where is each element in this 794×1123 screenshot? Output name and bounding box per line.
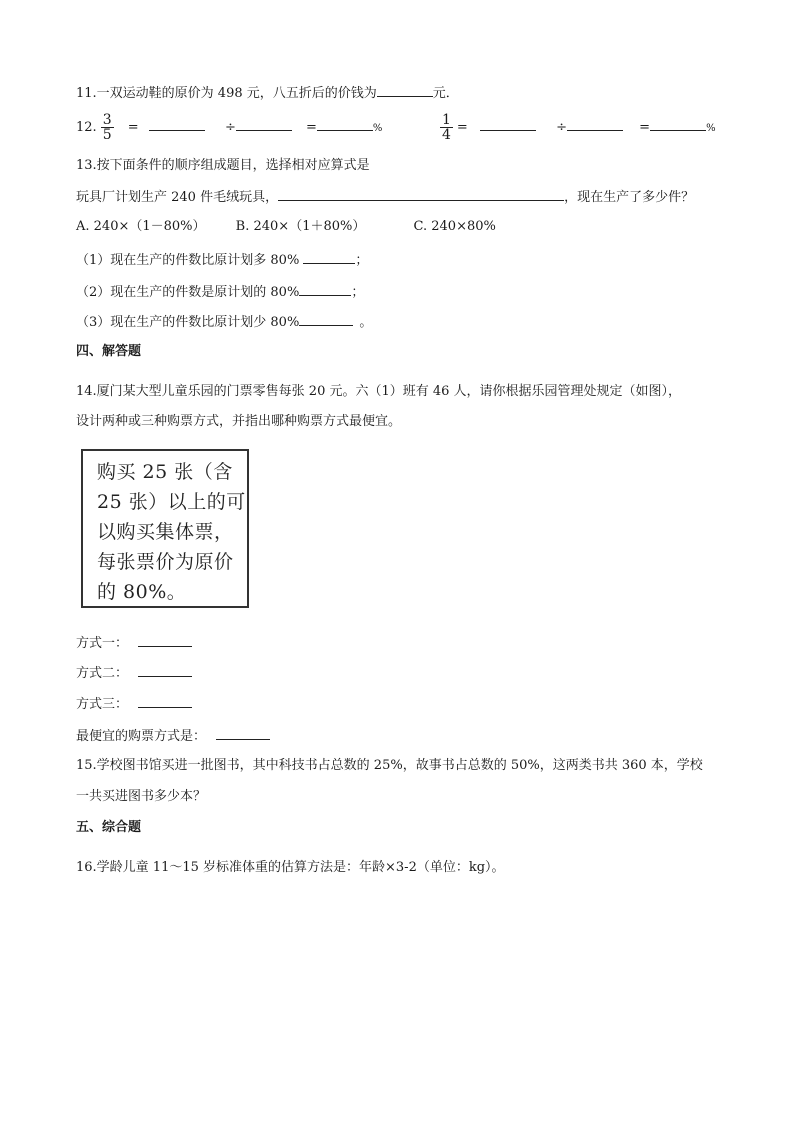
q13-stem-after: ，现在生产了多少件？ — [564, 190, 695, 205]
equals-sign: = — [639, 120, 651, 135]
notice-line: 的 80%。 — [97, 581, 187, 603]
way-1-row — [76, 632, 192, 654]
way-1-blank[interactable] — [138, 632, 192, 647]
q12-fraction-3-5 — [101, 113, 114, 142]
q12-blank-1[interactable] — [149, 116, 205, 131]
q11-unit: 元． — [432, 86, 459, 101]
fraction-denominator: 5 — [102, 127, 112, 143]
question-14-line-2: 设计两种或三种购票方式，并指出哪种购票方式最便宜。 — [76, 414, 402, 429]
q13-sub2-blank[interactable] — [299, 281, 351, 296]
q12-blank-2[interactable] — [236, 116, 292, 131]
question-13-options — [76, 217, 496, 237]
q11-text: 11.一双运动鞋的原价为 498 元，八五折后的价钱为 — [76, 86, 377, 101]
question-14-line-1: 14.厦门某大型儿童乐园的门票零售每张 20 元。六（1）班有 46 人，请你根据乐园管理处规定（如图）， — [76, 384, 682, 399]
fraction-numerator: 1 — [442, 112, 451, 128]
question-13-title: 13.按下面条件的顺序组成题目，选择相对应算式是 — [76, 158, 370, 173]
question-15-line-1: 15.学校图书馆买进一批图书，其中科技书占总数的 25%，故事书占总数的 50%，这两类书共 360 本，学校 — [76, 758, 703, 773]
q13-stem-before: 玩具厂计划生产 240 件毛绒玩具， — [76, 190, 279, 205]
q12-blank-4[interactable] — [480, 116, 536, 131]
q13-sub1-text: （1）现在生产的件数比原计划多 80% — [76, 253, 300, 268]
percent-sign: % — [706, 123, 716, 134]
q12-blank-5[interactable] — [567, 116, 623, 131]
q11-answer-blank[interactable] — [377, 82, 433, 97]
option-b: B. 240×（1＋80%） — [235, 219, 366, 234]
question-15-line-2: 一共买进图书多少本？ — [76, 789, 207, 804]
q13-sub-2 — [76, 281, 364, 303]
equals-sign: = — [456, 120, 468, 135]
notice-line: 以购买集体票， — [97, 521, 234, 543]
q12-blank-6[interactable] — [650, 116, 706, 131]
fraction-denominator: 4 — [442, 127, 451, 143]
q13-stem-blank[interactable] — [278, 186, 564, 201]
way-3-label: 方式三： — [76, 697, 129, 712]
q13-sub3-end: 。 — [359, 315, 373, 330]
equals-sign: = — [305, 120, 317, 135]
option-c: C. 240×80% — [413, 219, 496, 234]
notice-line: 购买 25 张（含 — [97, 461, 233, 483]
q13-sub3-blank[interactable] — [299, 311, 353, 326]
group-ticket-notice — [81, 449, 249, 608]
way-2-label: 方式二： — [76, 666, 129, 681]
question-12-part-b — [436, 112, 716, 145]
section-heading-5: 五、综合题 — [76, 820, 142, 835]
divide-sign: ÷ — [556, 120, 568, 135]
equals-sign: = — [127, 120, 139, 135]
q13-sub1-end: ； — [355, 253, 369, 268]
q12-blank-3[interactable] — [317, 116, 373, 131]
cheapest-label: 最便宜的购票方式是： — [76, 729, 207, 744]
way-3-row — [76, 693, 192, 715]
q13-sub2-end: ； — [351, 285, 365, 300]
way-2-blank[interactable] — [138, 662, 192, 677]
question-16: 16.学龄儿童 11～15 岁标准体重的估算方法是：年龄×3-2（单位：kg）。 — [76, 860, 505, 875]
fraction-numerator: 3 — [102, 112, 112, 128]
q13-sub-1 — [76, 249, 368, 271]
question-11 — [76, 82, 459, 104]
percent-sign: % — [372, 123, 383, 134]
way-1-label: 方式一： — [76, 636, 129, 651]
q13-sub1-blank[interactable] — [303, 249, 355, 264]
q13-sub3-text: （3）现在生产的件数比原计划少 80% — [76, 315, 300, 330]
option-a: A. 240×（1－80%） — [76, 219, 206, 234]
q13-sub-3 — [76, 311, 372, 333]
cheapest-blank[interactable] — [216, 725, 270, 740]
section-heading-4: 四、解答题 — [76, 344, 142, 359]
notice-line: 每张票价为原价 — [97, 551, 234, 573]
notice-line: 25 张）以上的可 — [97, 491, 246, 513]
q12-prefix: 12. — [76, 120, 97, 135]
way-2-row — [76, 662, 192, 684]
way-3-blank[interactable] — [138, 693, 192, 708]
q12-fraction-1-4 — [440, 113, 453, 142]
question-13-stem — [76, 186, 694, 208]
cheapest-row — [76, 725, 270, 747]
question-12 — [76, 112, 382, 145]
divide-sign: ÷ — [224, 120, 236, 135]
q13-sub2-text: （2）现在生产的件数是原计划的 80% — [76, 285, 300, 300]
